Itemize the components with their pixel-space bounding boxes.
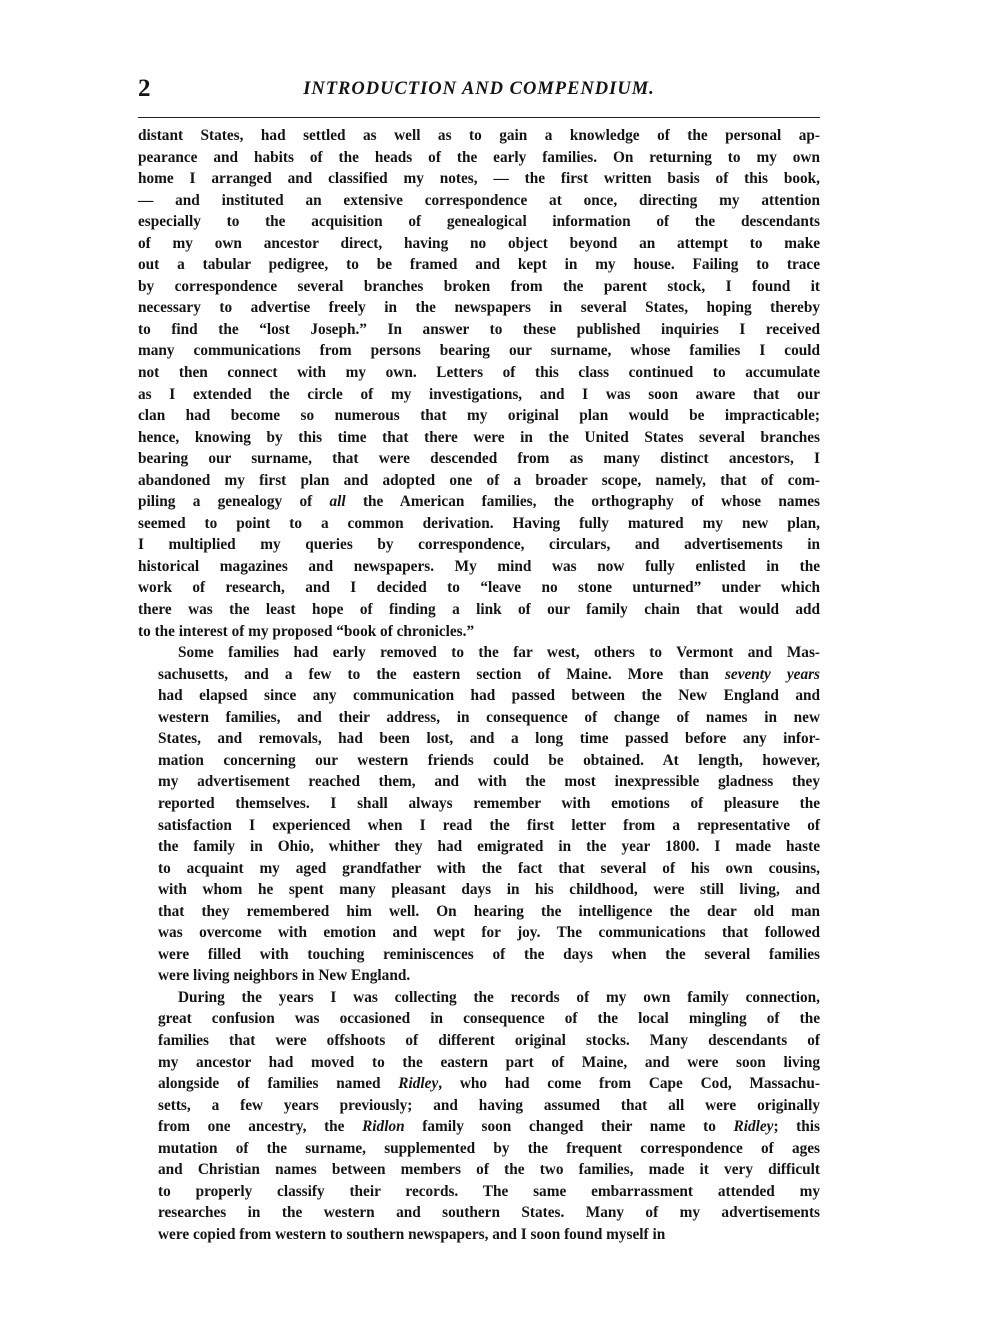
- text-line: distant States, had settled as well as to gain a knowledge of the personal ap-: [138, 127, 820, 144]
- italic-text: Ridlon: [362, 1118, 405, 1136]
- text-line: were filled with touching reminiscences of the days when the several families: [158, 945, 820, 963]
- text-line: mation concerning our western friends could be obtained. At length, however,: [158, 751, 820, 769]
- text-line: clan had become so numerous that my original plan would be impracticable;: [138, 407, 820, 425]
- text-line: to acquaint my aged grandfather with the fact that several of his own cousins,: [158, 859, 820, 877]
- text-line: out a tabular pedigree, to be framed and kept in my house. Failing to trace: [138, 256, 820, 274]
- text-line: that they remembered him well. On hearing the intelligence the dear old man: [158, 902, 820, 920]
- text-line: necessary to advertise freely in the newspapers in several States, hoping thereby: [138, 299, 820, 317]
- paragraph: [138, 987, 820, 1246]
- text-line: to find the “lost Joseph.” In answer to these published inquiries I received: [138, 320, 820, 338]
- page-number: 2: [138, 75, 151, 102]
- text-line: as I extended the circle of my investigations, and I was soon aware that our: [138, 385, 820, 403]
- text-line: western families, and their address, in consequence of change of names in new: [158, 708, 820, 726]
- paragraph: [138, 642, 820, 987]
- text-line: alongside of families named Ridley, who had come from Cape Cod, Massachu-: [158, 1075, 820, 1093]
- text-line: to the interest of my proposed “book of chronicles.”: [138, 622, 475, 640]
- text-line: there was the least hope of finding a link of our family chain that would add: [138, 601, 820, 619]
- text-line: seemed to point to a common derivation. Having fully matured my new plan,: [138, 514, 820, 532]
- text-line: especially to the acquisition of genealogical information of the descendants: [138, 213, 820, 231]
- paragraph: [138, 125, 820, 642]
- text-line: Some families had early removed to the far west, others to Vermont and Mas-: [178, 644, 820, 662]
- text-line: not then connect with my own. Letters of this class continued to accumulate: [138, 364, 820, 382]
- text-line: sachusetts, and a few to the eastern section of Maine. More than seventy years: [158, 665, 820, 683]
- text-line: researches in the western and southern States. Many of my advertisements: [158, 1204, 820, 1222]
- text-line: pearance and habits of the heads of the early families. On returning to my own: [138, 148, 820, 166]
- text-line: great confusion was occasioned in consequence of the local mingling of the: [158, 1010, 820, 1028]
- text-line: — and instituted an extensive correspondence at once, directing my attention: [138, 191, 820, 209]
- text-line: I multiplied my queries by correspondence, circulars, and advertisements in: [138, 536, 820, 554]
- text-line: of my own ancestor direct, having no object beyond an attempt to make: [138, 234, 820, 252]
- text-line: my ancestor had moved to the eastern part of Maine, and were soon living: [158, 1053, 820, 1071]
- italic-text: Ridley: [733, 1118, 774, 1136]
- text-line: my advertisement reached them, and with the most inexpressible gladness they: [158, 773, 820, 791]
- text-line: the family in Ohio, whither they had emigrated in the year 1800. I made haste: [158, 838, 820, 856]
- text-line: from one ancestry, the Ridlon family soon changed their name to Ridley; this: [158, 1118, 820, 1136]
- italic-text: Ridley: [398, 1075, 439, 1093]
- running-head: INTRODUCTION AND COMPENDIUM.: [303, 79, 655, 99]
- text-line: to properly classify their records. The same embarrassment attended my: [158, 1182, 820, 1200]
- body-text: [138, 125, 820, 1245]
- text-line: with whom he spent many pleasant days in his childhood, were still living, and: [158, 881, 820, 899]
- text-line: setts, a few years previously; and having assumed that all were originally: [158, 1096, 820, 1114]
- text-line: reported themselves. I shall always remember with emotions of pleasure the: [158, 794, 820, 812]
- header-rule: [138, 117, 820, 118]
- text-line: bearing our surname, that were descended from as many distinct ancestors, I: [138, 450, 820, 468]
- text-line: historical magazines and newspapers. My mind was now fully enlisted in the: [138, 557, 820, 575]
- page-header: [138, 74, 820, 110]
- text-line: families that were offshoots of different original stocks. Many descendants of: [158, 1031, 820, 1049]
- text-line: many communications from persons bearing our surname, whose families I could: [138, 342, 820, 360]
- text-line: work of research, and I decided to “leave no stone unturned” under which: [138, 579, 820, 597]
- text-line: and Christian names between members of the two families, made it very difficult: [158, 1161, 820, 1179]
- text-line: was overcome with emotion and wept for joy. The communications that followed: [158, 924, 820, 942]
- text-line: satisfaction I experienced when I read the first letter from a representative of: [158, 816, 820, 834]
- text-line: were copied from western to southern newspapers, and I soon found myself in: [158, 1225, 666, 1243]
- text-line: mutation of the surname, supplemented by the frequent correspondence of ages: [158, 1139, 820, 1157]
- text-line: hence, knowing by this time that there were in the United States several branches: [138, 428, 820, 446]
- text-line: abandoned my first plan and adopted one of a broader scope, namely, that of com-: [138, 471, 820, 489]
- text-line: by correspondence several branches broken from the parent stock, I found it: [138, 277, 820, 295]
- text-line: States, and removals, had been lost, and a long time passed before any infor-: [158, 730, 820, 748]
- italic-text: seventy years: [724, 665, 820, 683]
- text-line: home I arranged and classified my notes, — the first written basis of this book,: [138, 170, 820, 188]
- text-line: were living neighbors in New England.: [158, 967, 411, 985]
- text-line: had elapsed since any communication had passed between the New England and: [158, 687, 820, 705]
- italic-text: all: [329, 493, 346, 511]
- text-line: During the years I was collecting the records of my own family connection,: [178, 988, 820, 1006]
- text-line: piling a genealogy of all the American families, the orthography of whose names: [138, 493, 820, 511]
